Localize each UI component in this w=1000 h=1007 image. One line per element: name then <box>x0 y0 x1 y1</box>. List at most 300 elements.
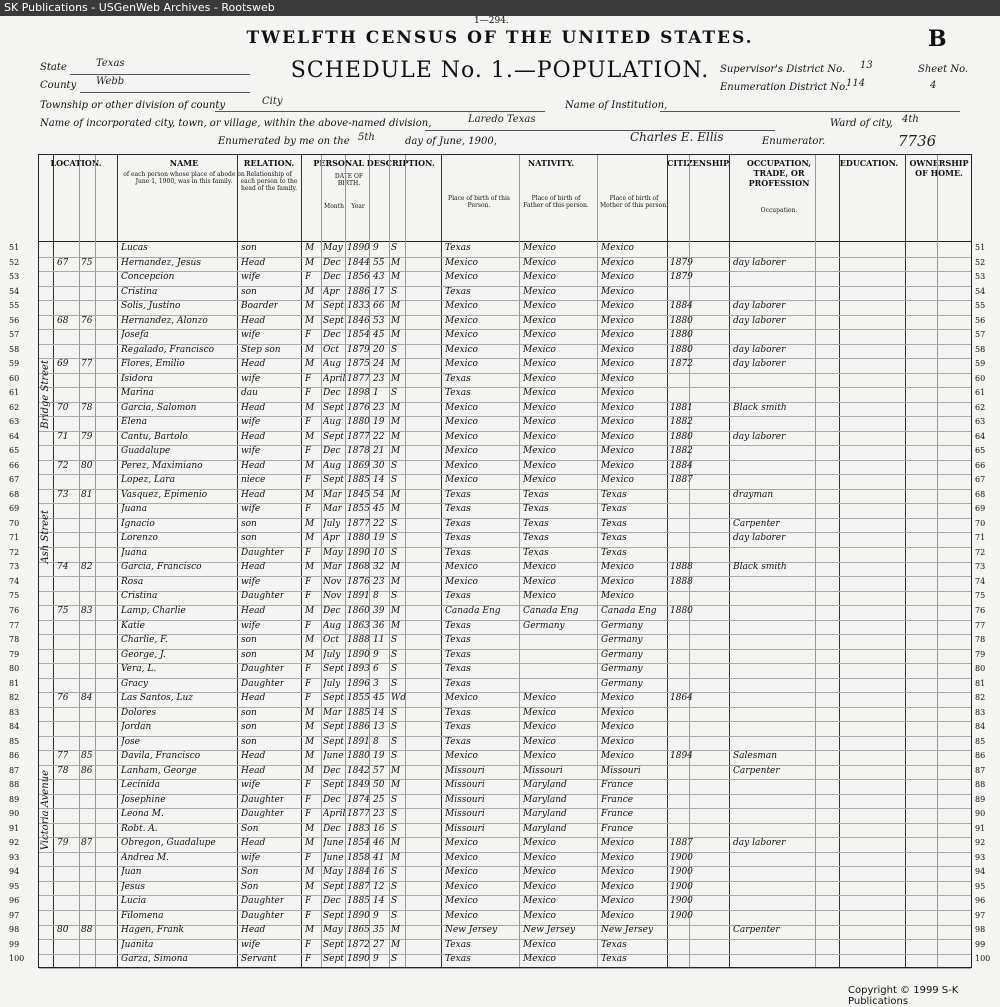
cell-imm: 1887 <box>670 838 693 849</box>
cell-dw: 71 <box>57 431 69 442</box>
cell-fpob: Mexico <box>523 852 556 863</box>
cell-mon: Sept <box>323 402 344 413</box>
cell-mar: M <box>391 417 401 428</box>
cell-age: 53 <box>373 315 385 326</box>
cell-sex: M <box>305 359 315 370</box>
cell-dw: 70 <box>57 402 69 413</box>
relation-header: RELATION. <box>243 158 295 168</box>
cell-mon: Apr <box>323 286 340 297</box>
cell-name: Guadalupe <box>121 446 171 457</box>
cell-fpob: Texas <box>523 504 549 515</box>
cell-pob: Mexico <box>445 475 478 486</box>
cell-mon: Mar <box>323 707 342 718</box>
cell-yr: 1855 <box>347 693 370 704</box>
location-header: LOCATION. <box>50 158 102 168</box>
cell-ln: 97 <box>9 910 20 920</box>
cell-yr: 1891 <box>347 736 370 747</box>
township-value: City <box>262 96 283 107</box>
cell-rel: Head <box>241 402 266 413</box>
cell-dw: 79 <box>57 838 69 849</box>
cell-mon: Dec <box>323 272 341 283</box>
cell-fpob: Mexico <box>523 722 556 733</box>
cell-yr: 1875 <box>347 359 370 370</box>
name-header: NAME <box>169 158 199 168</box>
cell-mon: Aug <box>323 417 342 428</box>
cell-ln: 79 <box>9 649 20 659</box>
cell-mar: M <box>391 620 401 631</box>
cell-mar: S <box>391 635 398 646</box>
cell-mar: M <box>391 576 401 587</box>
cell-fam: 81 <box>81 489 93 500</box>
cell-mon: Sept <box>323 431 344 442</box>
cell-name: Garcia, Francisco <box>121 562 202 573</box>
cell-mpob: Mexico <box>601 431 634 442</box>
cell-fpob: Maryland <box>523 823 567 834</box>
cell-fpob: Maryland <box>523 809 567 820</box>
cell-name: Andrea M. <box>121 852 169 863</box>
cell-fam: 80 <box>81 460 93 471</box>
cell-name: Filomena <box>121 910 164 921</box>
cell-mon: June <box>323 838 344 849</box>
side-note-bridge: Bridge Street <box>40 360 51 429</box>
cell-name: Jordan <box>121 722 152 733</box>
cell-sex: F <box>305 896 312 907</box>
cell-mpob: Texas <box>601 518 627 529</box>
cell-yr: 1886 <box>347 722 370 733</box>
cell-rel: wife <box>241 417 261 428</box>
cell-name: Josefa <box>121 330 149 341</box>
cell-name: Hagen, Frank <box>121 925 184 936</box>
cell-ln: 80 <box>9 664 20 674</box>
cell-age: 22 <box>373 431 385 442</box>
cell-dw: 68 <box>57 315 69 326</box>
cell-occ: day laborer <box>733 431 786 442</box>
cell-ln: 91 <box>975 823 986 833</box>
cell-pob: Mexico <box>445 910 478 921</box>
cell-ln: 60 <box>9 373 20 383</box>
cell-mpob: Mexico <box>601 693 634 704</box>
cell-ln: 86 <box>9 751 20 761</box>
cell-pob: Missouri <box>445 823 485 834</box>
cell-rel: Head <box>241 315 266 326</box>
cell-name: Cristina <box>121 286 158 297</box>
cell-fpob: Mexico <box>523 939 556 950</box>
cell-sex: F <box>305 475 312 486</box>
cell-fpob: Mexico <box>523 751 556 762</box>
cell-mar: S <box>391 809 398 820</box>
cell-pob: Texas <box>445 533 471 544</box>
cell-yr: 1890 <box>347 910 370 921</box>
cell-fam: 84 <box>81 693 93 704</box>
cell-dw: 74 <box>57 562 69 573</box>
cell-pob: Texas <box>445 504 471 515</box>
cell-ln: 85 <box>9 736 20 746</box>
enumerator-signature: Charles E. Ellis <box>630 130 724 144</box>
cell-mpob: Mexico <box>601 402 634 413</box>
cell-rel: Daughter <box>241 591 285 602</box>
cell-mon: Dec <box>323 896 341 907</box>
cell-name: Cantu, Bartolo <box>121 431 188 442</box>
state-value: Texas <box>96 58 125 69</box>
cell-fpob: Texas <box>523 547 549 558</box>
cell-ln: 65 <box>975 446 986 456</box>
occupation-col-header: Occupation. <box>760 207 798 214</box>
pob-father-header: Place of birth of Father of this person. <box>523 195 589 209</box>
cell-rel: Servant <box>241 954 277 965</box>
cell-sex: F <box>305 591 312 602</box>
cell-rel: niece <box>241 475 266 486</box>
cell-rel: son <box>241 243 257 253</box>
cell-rel: son <box>241 722 257 733</box>
personal-header: PERSONAL DESCRIPTION. <box>313 158 435 168</box>
cell-mon: Dec <box>323 257 341 268</box>
cell-ln: 58 <box>9 344 20 354</box>
cell-mpob: France <box>601 823 634 834</box>
cell-ln: 73 <box>9 562 20 572</box>
cell-age: 66 <box>373 301 385 312</box>
cell-sex: F <box>305 939 312 950</box>
cell-ln: 69 <box>9 504 20 514</box>
cell-mpob: Mexico <box>601 359 634 370</box>
cell-yr: 1888 <box>347 635 370 646</box>
cell-age: 12 <box>373 881 385 892</box>
cell-fpob: Mexico <box>523 591 556 602</box>
cell-sex: M <box>305 925 315 936</box>
cell-age: 41 <box>373 852 385 863</box>
cell-name: Ignacio <box>121 518 155 529</box>
cell-pob: Mexico <box>445 272 478 283</box>
cell-name: Juan <box>121 867 142 878</box>
cell-mar: S <box>391 388 398 399</box>
cell-yr: 1874 <box>347 794 370 805</box>
cell-imm: 1881 <box>670 402 693 413</box>
cell-pob: Mexico <box>445 562 478 573</box>
cell-yr: 1842 <box>347 765 370 776</box>
cell-sex: M <box>305 301 315 312</box>
cell-name: Jesus <box>121 881 145 892</box>
cell-ln: 75 <box>9 591 20 601</box>
cell-ln: 63 <box>975 417 986 427</box>
cell-ln: 60 <box>975 373 986 383</box>
cell-fpob: Mexico <box>523 402 556 413</box>
cell-ln: 80 <box>975 664 986 674</box>
sheet-label: Sheet No. <box>918 64 969 75</box>
cell-mpob: France <box>601 809 634 820</box>
cell-sex: M <box>305 881 315 892</box>
cell-ln: 56 <box>9 315 20 325</box>
enumerated-label: Enumerated by me on the <box>218 136 350 147</box>
cell-name: Cristina <box>121 591 158 602</box>
cell-name: Lecinida <box>121 780 161 791</box>
cell-dw: 75 <box>57 606 69 616</box>
cell-pob: Texas <box>445 678 471 689</box>
cell-pob: Mexico <box>445 693 478 704</box>
cell-rel: Daughter <box>241 910 285 921</box>
cell-yr: 1890 <box>347 547 370 558</box>
cell-pob: Texas <box>445 635 471 646</box>
cell-mpob: Mexico <box>601 736 634 747</box>
cell-age: 45 <box>373 504 385 515</box>
cell-age: 24 <box>373 359 385 370</box>
cell-sex: M <box>305 315 315 326</box>
sheet-letter: B <box>928 26 947 52</box>
cell-imm: 1884 <box>670 460 693 471</box>
cell-mar: M <box>391 939 401 950</box>
cell-mar: M <box>391 606 401 616</box>
cell-fpob: Texas <box>523 489 549 500</box>
county-label: County <box>40 80 77 91</box>
cell-mar: S <box>391 591 398 602</box>
cell-ln: 72 <box>9 547 20 557</box>
cell-mar: M <box>391 446 401 457</box>
cell-mar: M <box>391 373 401 384</box>
cell-mon: Sept <box>323 881 344 892</box>
cell-pob: Mexico <box>445 402 478 413</box>
cell-dw: 72 <box>57 460 69 471</box>
cell-fam: 79 <box>81 431 93 442</box>
cell-occ: Carpenter <box>733 925 780 936</box>
cell-imm: 1882 <box>670 446 693 457</box>
cell-imm: 1887 <box>670 475 693 486</box>
cell-fpob: Germany <box>523 620 565 631</box>
cell-mon: July <box>323 518 341 529</box>
cell-age: 25 <box>373 794 385 805</box>
cell-rel: son <box>241 707 257 718</box>
cell-rel: Daughter <box>241 809 285 820</box>
cell-mar: M <box>391 402 401 413</box>
banner <box>0 0 1000 16</box>
cell-fpob: Texas <box>523 533 549 544</box>
cell-yr: 1877 <box>347 431 370 442</box>
cell-ln: 66 <box>975 460 986 470</box>
cell-fpob: Mexico <box>523 707 556 718</box>
cell-mar: S <box>391 722 398 733</box>
cell-age: 8 <box>373 736 379 747</box>
cell-yr: 1884 <box>347 867 370 878</box>
cell-ln: 77 <box>975 620 986 630</box>
cell-ln: 94 <box>9 867 20 877</box>
cell-ln: 100 <box>9 954 25 964</box>
cell-pob: Texas <box>445 373 471 384</box>
cell-mon: Sept <box>323 910 344 921</box>
cell-mar: M <box>391 489 401 500</box>
cell-yr: 1890 <box>347 649 370 660</box>
cell-fpob: Mexico <box>523 475 556 486</box>
cell-mpob: Texas <box>601 504 627 515</box>
cell-mpob: Mexico <box>601 475 634 486</box>
cell-fam: 77 <box>81 359 93 370</box>
cell-mpob: Mexico <box>601 373 634 384</box>
cell-name: Solis, Justino <box>121 301 181 312</box>
cell-age: 8 <box>373 591 379 602</box>
cell-name: Flores, Emilio <box>121 359 185 370</box>
cell-pob: Mexico <box>445 301 478 312</box>
cell-fpob: Mexico <box>523 286 556 297</box>
cell-name: Juana <box>121 504 147 515</box>
cell-name: Vasquez, Epimenio <box>121 489 208 500</box>
enumeration-value: 114 <box>846 78 866 89</box>
cell-rel: wife <box>241 939 261 950</box>
cell-age: 3 <box>373 678 379 689</box>
cell-mpob: Mexico <box>601 315 634 326</box>
cell-sex: F <box>305 678 312 689</box>
cell-yr: 1890 <box>347 243 370 253</box>
cell-mpob: Mexico <box>601 460 634 471</box>
cell-yr: 1893 <box>347 664 370 675</box>
incorporated-label: Name of incorporated city, town, or village, within the above-named division, <box>40 118 432 129</box>
cell-yr: 1887 <box>347 881 370 892</box>
cell-rel: Daughter <box>241 896 285 907</box>
cell-age: 54 <box>373 489 385 500</box>
cell-yr: 1885 <box>347 475 370 486</box>
cell-mon: May <box>323 867 343 878</box>
cell-mpob: France <box>601 794 634 805</box>
cell-mar: M <box>391 838 401 849</box>
cell-rel: son <box>241 533 257 544</box>
cell-ln: 74 <box>975 576 986 586</box>
cell-fpob: Mexico <box>523 373 556 384</box>
cell-mar: Wd <box>391 693 407 704</box>
cell-yr: 1869 <box>347 460 370 471</box>
side-note-ash: Ash Street <box>40 510 51 564</box>
cell-pob: Texas <box>445 591 471 602</box>
cell-age: 14 <box>373 475 385 486</box>
cell-mar: S <box>391 954 398 965</box>
cell-sex: M <box>305 635 315 646</box>
institution-label: Name of Institution, <box>565 100 668 111</box>
cell-sex: F <box>305 620 312 631</box>
cell-imm: 1888 <box>670 576 693 587</box>
cell-sex: M <box>305 765 315 776</box>
cell-fpob: Maryland <box>523 780 567 791</box>
day-value: 5th <box>358 132 375 143</box>
cell-mon: Sept <box>323 315 344 326</box>
cell-mon: Sept <box>323 954 344 965</box>
cell-sex: F <box>305 373 312 384</box>
cell-rel: Step son <box>241 344 281 355</box>
cell-fpob: Maryland <box>523 794 567 805</box>
cell-sex: F <box>305 446 312 457</box>
cell-age: 16 <box>373 867 385 878</box>
cell-ln: 82 <box>975 693 986 703</box>
cell-yr: 1885 <box>347 896 370 907</box>
cell-sex: M <box>305 460 315 471</box>
cell-occ: Black smith <box>733 562 787 573</box>
cell-age: 57 <box>373 765 385 776</box>
cell-pob: Texas <box>445 722 471 733</box>
day-label: day of June, 1900, <box>405 136 497 147</box>
cell-ln: 76 <box>9 606 20 615</box>
cell-ln: 91 <box>9 823 20 833</box>
cell-sex: M <box>305 751 315 762</box>
state-label: State <box>40 62 67 73</box>
cell-pob: Mexico <box>445 896 478 907</box>
cell-imm: 1864 <box>670 693 693 704</box>
cell-mpob: Mexico <box>601 576 634 587</box>
birth-header: DATE OF BIRTH. <box>334 173 364 187</box>
cell-yr: 1886 <box>347 286 370 297</box>
cell-fpob: Mexico <box>523 562 556 573</box>
cell-yr: 1877 <box>347 518 370 529</box>
cell-age: 55 <box>373 257 385 268</box>
cell-ln: 67 <box>975 475 986 485</box>
cell-mar: S <box>391 910 398 921</box>
cell-age: 32 <box>373 562 385 573</box>
cell-mar: S <box>391 881 398 892</box>
cell-ln: 54 <box>9 286 20 296</box>
table-row <box>9 952 991 969</box>
cell-ln: 59 <box>9 359 20 369</box>
cell-mon: Oct <box>323 344 340 355</box>
cell-sex: M <box>305 344 315 355</box>
cell-ln: 98 <box>975 925 986 935</box>
cell-mpob: Mexico <box>601 852 634 863</box>
cell-ln: 66 <box>9 460 20 470</box>
cell-fpob: Mexico <box>523 881 556 892</box>
ward-label: Ward of city, <box>830 118 893 129</box>
cell-pob: Mexico <box>445 446 478 457</box>
cell-mpob: Mexico <box>601 562 634 573</box>
cell-ln: 51 <box>9 243 20 252</box>
cell-occ: day laborer <box>733 359 786 370</box>
cell-imm: 1900 <box>670 852 693 863</box>
cell-mon: April <box>323 373 346 384</box>
cell-dw: 77 <box>57 751 69 762</box>
cell-pob: Mexico <box>445 838 478 849</box>
cell-ln: 67 <box>9 475 20 485</box>
cell-mpob: Mexico <box>601 301 634 312</box>
cell-imm: 1880 <box>670 606 693 616</box>
cell-mar: M <box>391 562 401 573</box>
cell-ln: 84 <box>975 722 986 732</box>
cell-age: 20 <box>373 344 385 355</box>
cell-age: 45 <box>373 693 385 704</box>
cell-age: 10 <box>373 547 385 558</box>
cell-name: Elena <box>121 417 147 428</box>
cell-ln: 97 <box>975 910 986 920</box>
cell-yr: 1872 <box>347 939 370 950</box>
cell-ln: 89 <box>975 794 986 804</box>
cell-age: 13 <box>373 722 385 733</box>
cell-mon: May <box>323 925 343 936</box>
cell-ln: 96 <box>9 896 20 906</box>
cell-dw: 67 <box>57 257 69 268</box>
cell-name: George, J. <box>121 649 166 660</box>
cell-mpob: Mexico <box>601 896 634 907</box>
cell-name: Lucas <box>121 243 148 253</box>
citizenship-header: CITIZENSHIP. <box>667 158 731 168</box>
cell-pob: Texas <box>445 286 471 297</box>
cell-fpob: Mexico <box>523 693 556 704</box>
cell-mon: Oct <box>323 635 340 646</box>
cell-mpob: Texas <box>601 547 627 558</box>
cell-sex: M <box>305 286 315 297</box>
cell-occ: day laborer <box>733 344 786 355</box>
cell-fpob: Mexico <box>523 867 556 878</box>
enumeration-label: Enumeration District No. <box>720 82 849 93</box>
cell-mpob: Mexico <box>601 838 634 849</box>
cell-rel: Head <box>241 359 266 370</box>
cell-ln: 85 <box>975 736 986 746</box>
cell-pob: Texas <box>445 243 471 253</box>
cell-pob: Texas <box>445 939 471 950</box>
cell-ln: 75 <box>975 591 986 601</box>
cell-fpob: Mexico <box>523 272 556 283</box>
cell-mon: Dec <box>323 823 341 834</box>
cell-fam: 87 <box>81 838 93 849</box>
cell-occ: day laborer <box>733 533 786 544</box>
cell-imm: 1882 <box>670 417 693 428</box>
